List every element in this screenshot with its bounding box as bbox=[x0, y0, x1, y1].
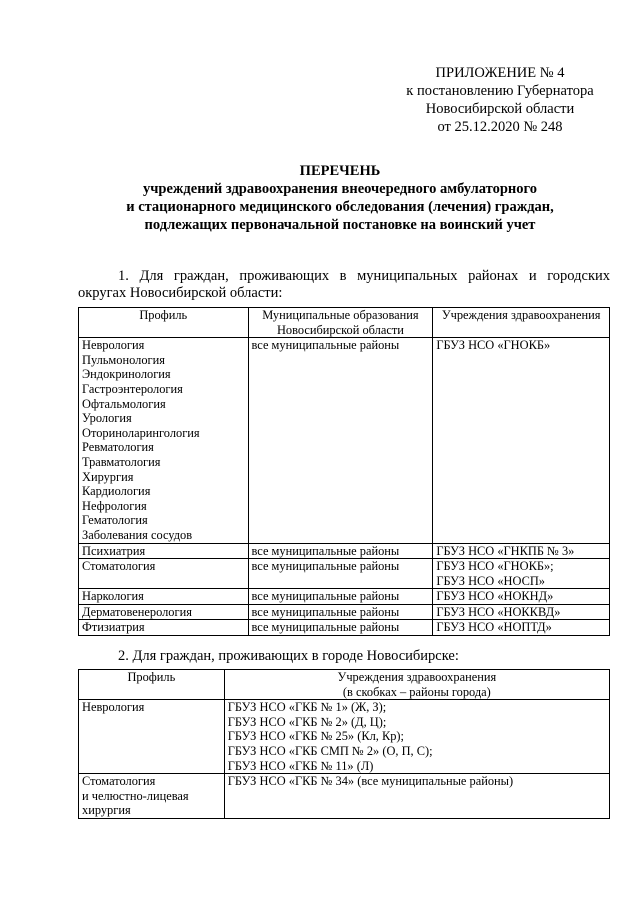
institution-name: ГБУЗ НСО «ГНОКБ» bbox=[436, 338, 551, 353]
profile-cell bbox=[79, 774, 225, 819]
profile-name: Урология bbox=[82, 411, 132, 426]
header-municipal-line: Новосибирской области bbox=[276, 322, 404, 337]
header-municipal-line: Муниципальные образования bbox=[262, 308, 419, 322]
header-municipal bbox=[248, 308, 433, 338]
institution-name: ГБУЗ НСО «ГКБ СМП № 2» (О, П, С); bbox=[227, 743, 433, 758]
header-profile: Профиль bbox=[79, 308, 249, 338]
municipal-cell: все муниципальные районы bbox=[248, 620, 433, 636]
profile-name: Кардиология bbox=[82, 484, 151, 499]
approval-line: к постановлению Губернатора bbox=[406, 83, 594, 99]
institution-cell bbox=[433, 338, 610, 543]
profile-name: Хирургия bbox=[82, 469, 134, 484]
institution-cell bbox=[433, 559, 610, 589]
institution-cell bbox=[224, 700, 609, 774]
profile-name: Фтизиатрия bbox=[82, 620, 145, 635]
table-row bbox=[79, 604, 610, 620]
table-row bbox=[79, 338, 610, 543]
table-row bbox=[79, 543, 610, 559]
municipal-cell: все муниципальные районы bbox=[248, 559, 433, 589]
profile-name: Неврология bbox=[82, 700, 145, 715]
profile-cell bbox=[79, 559, 249, 589]
title-heading: ПЕРЕЧЕНЬ bbox=[299, 163, 381, 179]
institution-cell bbox=[433, 620, 610, 636]
approval-line: Новосибирской области bbox=[425, 101, 575, 117]
institution-cell bbox=[433, 589, 610, 605]
approval-line: ПРИЛОЖЕНИЕ № 4 bbox=[435, 65, 565, 81]
header-institutions-line: (в скобках – районы города) bbox=[342, 684, 491, 699]
profile-cell bbox=[79, 700, 225, 774]
section-1-heading bbox=[78, 268, 610, 302]
profile-name: и челюстно-лицевая bbox=[82, 788, 189, 803]
profile-name: Гастроэнтерология bbox=[82, 381, 183, 396]
profile-name: хирургия bbox=[82, 803, 131, 818]
institution-name: ГБУЗ НСО «ГКБ № 11» (Л) bbox=[227, 758, 374, 773]
profile-name: Дерматовенерология bbox=[82, 604, 192, 619]
table-header-row bbox=[79, 670, 610, 700]
profile-name: Заболевания сосудов bbox=[82, 527, 193, 542]
title-line: подлежащих первоначальной постановке на воинский учет bbox=[144, 217, 536, 233]
municipal-cell: все муниципальные районы bbox=[248, 543, 433, 559]
regions-table-body bbox=[79, 338, 610, 636]
profile-name: Офтальмология bbox=[82, 396, 166, 411]
section-1-line: округах Новосибирской области: bbox=[78, 285, 283, 301]
city-table bbox=[78, 669, 610, 819]
profile-cell bbox=[79, 604, 249, 620]
profile-name: Неврология bbox=[82, 338, 145, 353]
profile-name: Стоматология bbox=[82, 559, 156, 574]
profile-cell bbox=[79, 543, 249, 559]
institution-cell bbox=[224, 774, 609, 819]
institution-name: ГБУЗ НСО «НОККВД» bbox=[436, 604, 561, 619]
institution-name: ГБУЗ НСО «НОКНД» bbox=[436, 589, 554, 604]
institution-name: ГБУЗ НСО «ГКБ № 2» (Д, Ц); bbox=[227, 714, 387, 729]
profile-name: Гематология bbox=[82, 513, 148, 528]
profile-name: Нефрология bbox=[82, 498, 147, 513]
institution-name: ГБУЗ НСО «ГНОКБ»; bbox=[436, 559, 554, 574]
institution-name: ГБУЗ НСО «НОПТД» bbox=[436, 620, 552, 635]
institution-name: ГБУЗ НСО «ГКБ № 25» (Кл, Кр); bbox=[227, 729, 404, 744]
institution-name: ГБУЗ НСО «ГНКПБ № 3» bbox=[436, 543, 575, 558]
institution-name: ГБУЗ НСО «ГКБ № 34» (все муниципальные районы) bbox=[227, 774, 514, 789]
institution-cell bbox=[433, 604, 610, 620]
municipal-cell: все муниципальные районы bbox=[248, 589, 433, 605]
table-row bbox=[79, 774, 610, 819]
profile-name: Оториноларингология bbox=[82, 425, 200, 440]
profile-name: Эндокринология bbox=[82, 367, 171, 382]
institution-cell bbox=[433, 543, 610, 559]
section-1-line: 1. Для граждан, проживающих в муниципальных районах и городских bbox=[118, 268, 610, 284]
municipal-cell: все муниципальные районы bbox=[248, 338, 433, 543]
municipal-cell: все муниципальные районы bbox=[248, 604, 433, 620]
table-row bbox=[79, 589, 610, 605]
profile-name: Пульмонология bbox=[82, 352, 165, 367]
profile-cell bbox=[79, 338, 249, 543]
profile-cell bbox=[79, 620, 249, 636]
approval-line: от 25.12.2020 № 248 bbox=[437, 119, 563, 135]
profile-cell bbox=[79, 589, 249, 605]
table-row bbox=[79, 700, 610, 774]
profile-name: Психиатрия bbox=[82, 543, 146, 558]
header-profile: Профиль bbox=[79, 670, 225, 700]
profile-name: Стоматология bbox=[82, 774, 156, 789]
section-2-heading: 2. Для граждан, проживающих в городе Новосибирске: bbox=[118, 648, 459, 664]
profile-name: Наркология bbox=[82, 589, 144, 604]
profile-name: Ревматология bbox=[82, 440, 154, 455]
institution-name: ГБУЗ НСО «НОСП» bbox=[436, 573, 545, 588]
table-header-row bbox=[79, 308, 610, 338]
header-institutions-line: Учреждения здравоохранения bbox=[337, 670, 497, 684]
institution-name: ГБУЗ НСО «ГКБ № 1» (Ж, З); bbox=[227, 700, 387, 715]
document-title bbox=[70, 162, 610, 234]
profile-name: Травматология bbox=[82, 454, 161, 469]
regions-table bbox=[78, 307, 610, 636]
table-row bbox=[79, 559, 610, 589]
title-line: учреждений здравоохранения внеочередного амбулаторного bbox=[142, 181, 538, 197]
title-line: и стационарного медицинского обследования (лечения) граждан, bbox=[126, 199, 554, 215]
header-institutions: Учреждения здравоохранения bbox=[433, 308, 610, 338]
approval-stamp bbox=[390, 64, 610, 136]
header-institutions bbox=[224, 670, 609, 700]
city-table-body bbox=[79, 700, 610, 819]
table-row bbox=[79, 620, 610, 636]
